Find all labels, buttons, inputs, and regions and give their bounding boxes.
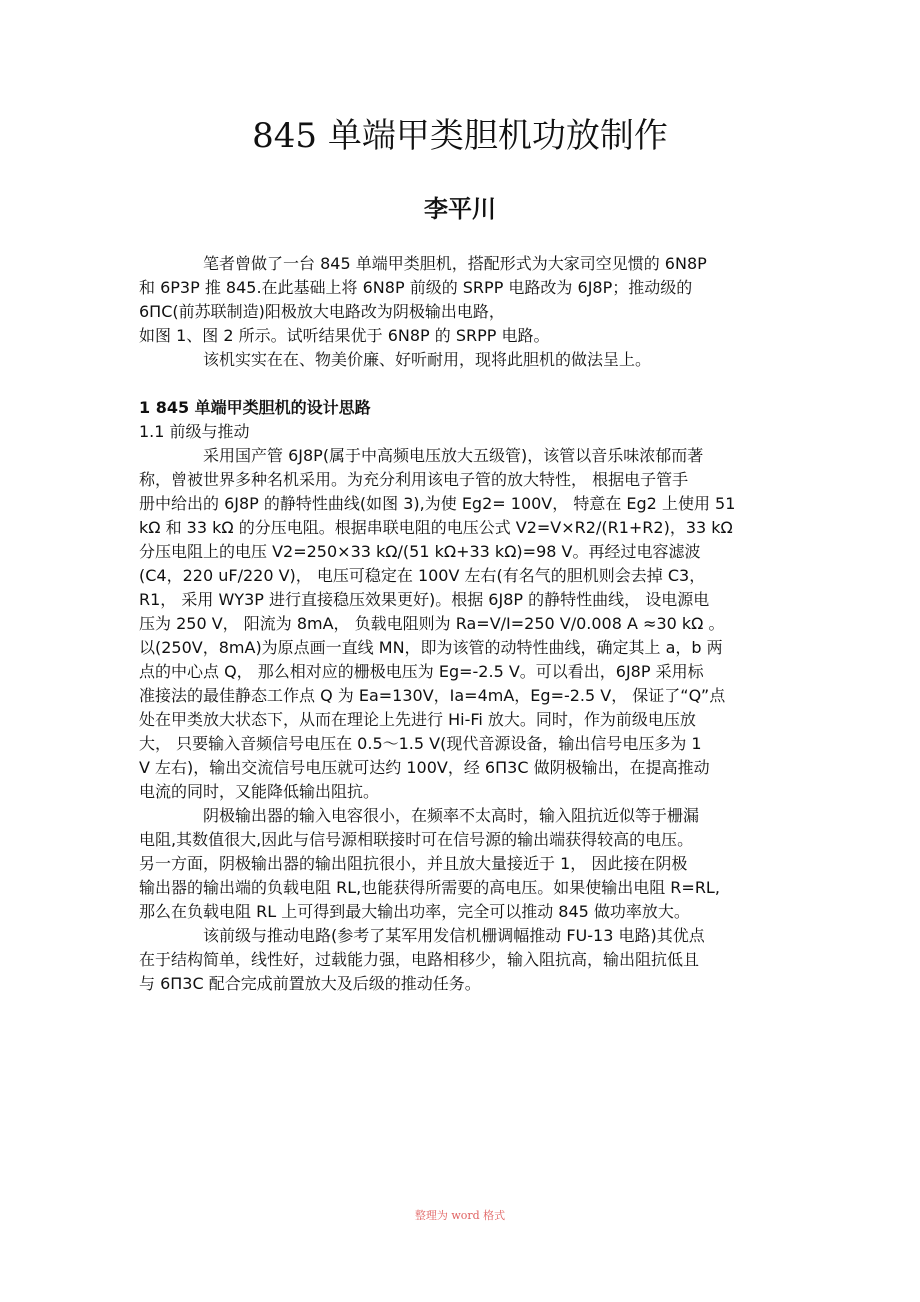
paragraph-line: (C4，220 uF/220 V)， 电压可稳定在 100V 左右(有名气的胆机则会去掉 C3， bbox=[139, 566, 706, 585]
paragraph-line: kΩ 和 33 kΩ 的分压电阻。根据串联电阻的电压公式 V2=V×R2/(R1+R2)，33 kΩ bbox=[139, 518, 733, 537]
paragraph-line: 点的中心点 Q， 那么相对应的栅极电压为 Eg=-2.5 V。可以看出，6J8P 采用标 bbox=[139, 662, 704, 681]
paragraph-line: 该机实实在在、物美价廉、好听耐用，现将此胆机的做法呈上。 bbox=[203, 350, 652, 369]
paragraph-line: R1， 采用 WY3P 进行直接稳压效果更好)。根据 6J8P 的静特性曲线， 设电源电 bbox=[139, 590, 710, 609]
paragraph-line: 压为 250 V， 阳流为 8mA， 负载电阻则为 Ra=V/I=250 V/0.008 A ≈30 kΩ 。 bbox=[139, 614, 725, 633]
paragraph-line: 电流的同时，又能降低输出阻抗。 bbox=[139, 782, 380, 801]
spacer bbox=[139, 372, 789, 396]
author-name: 李平川 bbox=[424, 195, 496, 223]
paragraph-line: 电阻,其数值很大,因此与信号源相联接时可在信号源的输出端获得较高的电压。 bbox=[139, 830, 694, 849]
document-body bbox=[139, 252, 789, 996]
paragraph-line: 大， 只要输入音频信号电压在 0.5～1.5 V(现代音源设备，输出信号电压多为 1 bbox=[139, 734, 702, 753]
paragraph-line: 阴极输出器的输入电容很小，在频率不太高时，输入阻抗近似等于栅漏 bbox=[203, 806, 700, 825]
paragraph-line: 在于结构简单，线性好，过载能力强，电路相移少，输入阻抗高，输出阻抗低且 bbox=[139, 950, 700, 969]
paragraph-line: 该前级与推动电路(参考了某军用发信机栅调幅推动 FU-13 电路)其优点 bbox=[203, 926, 705, 945]
paragraph-line: 另一方面，阴极输出器的输出阻抗很小，并且放大量接近于 1， 因此接在阴极 bbox=[139, 854, 688, 873]
paragraph-line: 准接法的最佳静态工作点 Q 为 Ea=130V，Ia=4mA，Eg=-2.5 V， 保证了“Q”点 bbox=[139, 686, 726, 705]
paragraph-line: V 左右)，输出交流信号电压就可达约 100V，经 6П3C 做阴极输出，在提高推动 bbox=[139, 758, 710, 777]
paragraph-line: 处在甲类放大状态下，从而在理论上先进行 Hi-Fi 放大。同时，作为前级电压放 bbox=[139, 710, 696, 729]
paragraph-line: 称，曾被世界多种名机采用。为充分利用该电子管的放大特性， 根据电子管手 bbox=[139, 470, 689, 489]
paragraph-line: 笔者曾做了一台 845 单端甲类胆机，搭配形式为大家司空见惯的 6N8P bbox=[203, 254, 707, 273]
paragraph-line: 采用国产管 6J8P(属于中高频电压放大五级管)，该管以音乐味浓郁而著 bbox=[203, 446, 704, 465]
paragraph-line: 输出器的输出端的负载电阻 RL,也能获得所需要的高电压。如果使输出电阻 R=RL, bbox=[139, 878, 720, 897]
subsection-heading: 1.1 前级与推动 bbox=[139, 422, 250, 441]
paragraph-line: 册中给出的 6J8P 的静特性曲线(如图 3),为使 Eg2= 100V， 特意在 Eg2 上使用 51 bbox=[139, 494, 736, 513]
paragraph-line: 那么在负载电阻 RL 上可得到最大输出功率，完全可以推动 845 做功率放大。 bbox=[139, 902, 690, 921]
paragraph-line: 6ПC(前苏联制造)阳极放大电路改为阴极输出电路， bbox=[139, 302, 505, 321]
paragraph-line: 如图 1、图 2 所示。试听结果优于 6N8P 的 SRPP 电路。 bbox=[139, 326, 550, 345]
paragraph-line: 和 6P3P 推 845.在此基础上将 6N8P 前级的 SRPP 电路改为 6J8P；推动级的 bbox=[139, 278, 693, 297]
footer-watermark: 整理为 word 格式 bbox=[414, 1209, 506, 1222]
paragraph-line: 以(250V，8mA)为原点画一直线 MN，即为该管的动特性曲线，确定其上 a，b 两 bbox=[139, 638, 723, 657]
paragraph-line: 与 6П3C 配合完成前置放大及后级的推动任务。 bbox=[139, 974, 481, 993]
document-title: 845 单端甲类胆机功放制作 bbox=[252, 116, 668, 156]
paragraph-line: 分压电阻上的电压 V2=250×33 kΩ/(51 kΩ+33 kΩ)=98 V。再经过电容滤波 bbox=[139, 542, 701, 561]
section-heading: 1 845 单端甲类胆机的设计思路 bbox=[139, 398, 371, 417]
